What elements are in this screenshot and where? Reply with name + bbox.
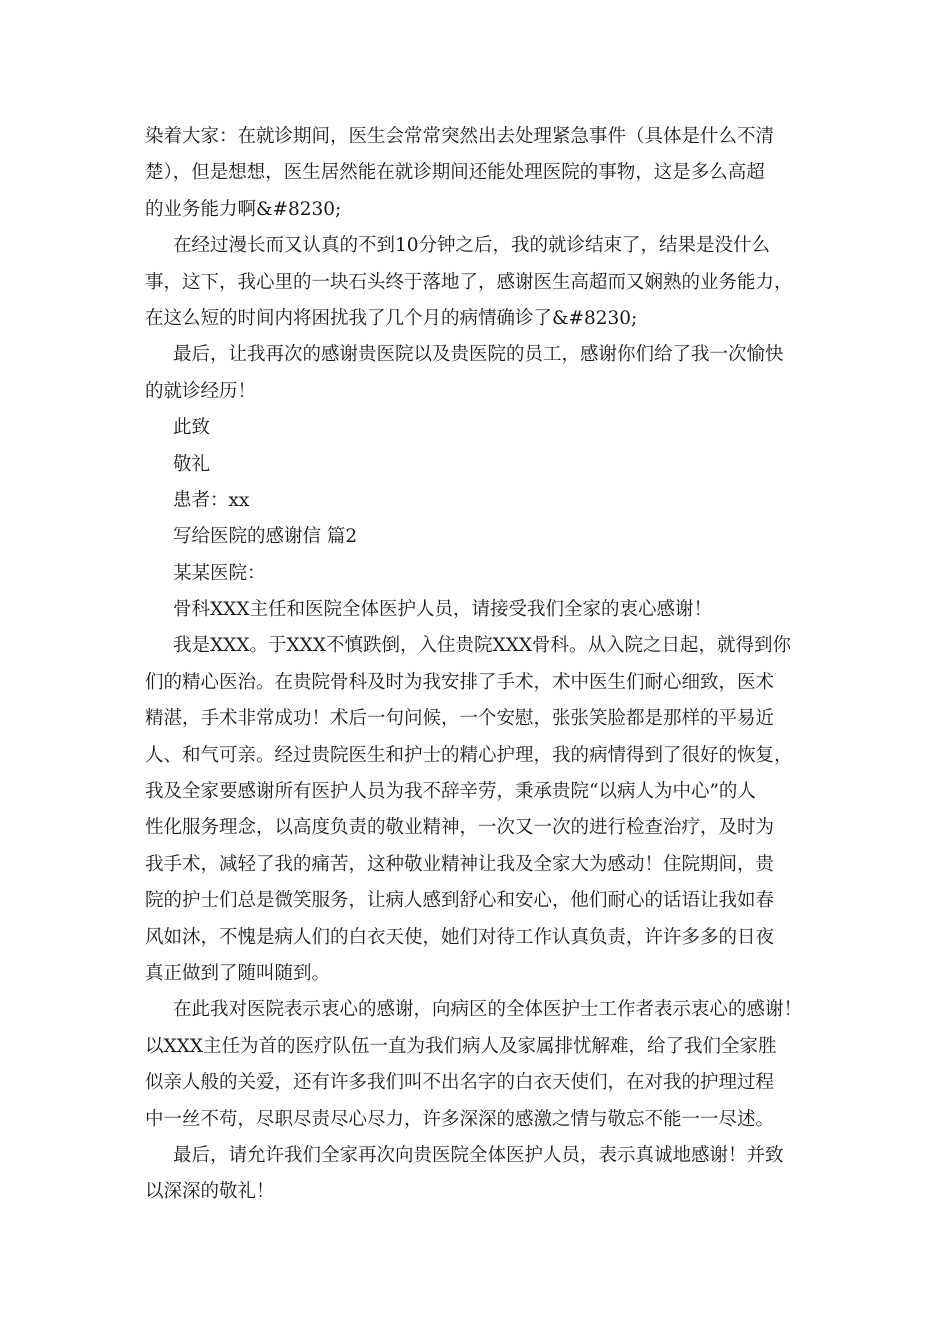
signature: 患者：xx [173,489,250,511]
text-line: 的就诊经历！ [145,380,257,402]
text-line: 精湛，手术非常成功！术后一句问候，一个安慰，张张笑脸都是那样的平易近 [145,708,775,730]
text-line: 真正做到了随叫随到。 [145,962,331,984]
text-line: 似亲人般的关爱，还有许多我们叫不出名字的白衣天使们，在对我的护理过程 [145,1072,775,1094]
text-line: 在这么短的时间内将困扰我了几个月的病情确诊了&#8230; [145,307,638,329]
text-line: 的业务能力啊&#8230; [145,198,342,220]
text-line: 我及全家要感谢所有医护人员为我不辞辛劳，秉承贵院“以病人为中心”的人 [145,781,756,803]
closing-salute: 敬礼 [173,453,211,475]
closing-line: 此致 [173,417,211,439]
document-body [145,119,815,1211]
text-line: 我手术，减轻了我的痛苦，这种敬业精神让我及全家大为感动！住院期间，贵 [145,853,775,875]
text-line: 在经过漫长而又认真的不到10分钟之后，我的就诊结束了，结果是没什么 [173,235,771,257]
text-line: 以深深的敬礼！ [145,1181,275,1203]
text-line: 最后，请允许我们全家再次向贵医院全体医护人员，表示真诚地感谢！并致 [173,1144,784,1166]
text-line: 们的精心医治。在贵院骨科及时为我安排了手术，术中医生们耐心细致，医术 [145,671,775,693]
text-line: 风如沐，不愧是病人们的白衣天使，她们对待工作认真负责，许许多多的日夜 [145,926,775,948]
salutation: 某某医院： [173,562,266,584]
text-line: 最后，让我再次的感谢贵医院以及贵医院的员工，感谢你们给了我一次愉快 [173,344,784,366]
text-line: 性化服务理念，以高度负责的敬业精神，一次又一次的进行检查治疗，及时为 [145,817,775,839]
text-line: 染着大家：在就诊期间，医生会常常突然出去处理紧急事件（具体是什么不清 [145,126,775,147]
text-line: 骨科XXX主任和医院全体医护人员，请接受我们全家的衷心感谢！ [173,599,713,621]
text-line: 人、和气可亲。经过贵院医生和护士的精心护理，我的病情得到了很好的恢复， [145,744,793,766]
text-line: 在此我对医院表示衷心的感谢，向病区的全体医护士工作者表示衷心的感谢！ [173,999,803,1021]
text-line: 楚），但是想想，医生居然能在就诊期间还能处理医院的事物，这是多么高超 [145,162,765,184]
text-line: 中一丝不苟，尽职尽责尽心尽力，许多深深的感激之情与敬忘不能一一尽述。 [145,1108,775,1130]
text-line: 事，这下，我心里的一块石头终于落地了，感谢医生高超而又娴熟的业务能力， [145,271,793,293]
text-line: 我是XXX。于XXX不慎跌倒，入住贵院XXX骨科。从入院之日起，就得到你 [173,635,792,657]
text-line: 以XXX主任为首的医疗队伍一直为我们病人及家属排忧解难，给了我们全家胜 [145,1035,777,1057]
text-line: 院的护士们总是微笑服务，让病人感到舒心和安心，他们耐心的话语让我如春 [145,890,775,912]
section-title: 写给医院的感谢信 篇2 [173,526,358,548]
